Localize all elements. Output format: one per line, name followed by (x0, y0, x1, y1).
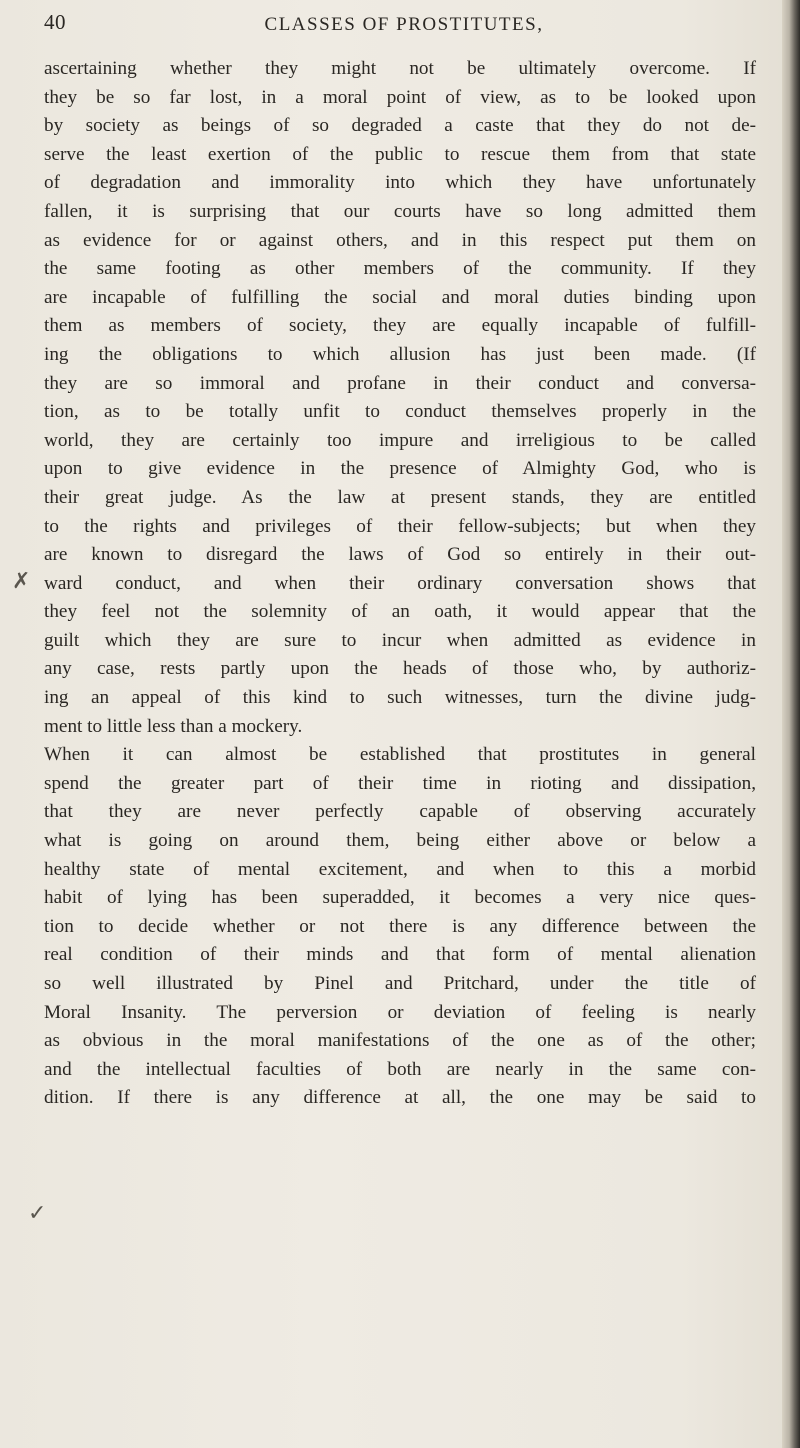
text-line: to the rights and privileges of their fellow-subjects; but when they (44, 515, 756, 537)
text-line: guilt which they are sure to incur when admitted as evidence in (44, 629, 756, 651)
text-line: by society as beings of so degraded a caste that they do not de- (44, 115, 756, 137)
text-line: of degradation and immorality into which they have unfortunately (44, 172, 756, 194)
text-line: what is going on around them, being either above or below a (44, 830, 756, 852)
text-line: they feel not the solemnity of an oath, it would appear that the (44, 601, 756, 623)
text-line: ment to little less than a mockery. (44, 715, 303, 737)
text-line: that they are never perfectly capable of observing accurately (44, 801, 756, 823)
text-line: tion, as to be totally unfit to conduct themselves properly in the (44, 401, 756, 423)
text-line: fallen, it is surprising that our courts have so long admitted them (44, 200, 756, 222)
running-title: CLASSES OF PROSTITUTES, (264, 14, 544, 35)
page-number: 40 (44, 10, 66, 34)
text-line: so well illustrated by Pinel and Pritchard, under the title of (44, 973, 756, 994)
text-line: upon to give evidence in the presence of Almighty God, who is (44, 458, 756, 480)
text-line: the same footing as other members of the community. If they (44, 258, 756, 280)
text-line: When it can almost be established that prostitutes in general (44, 744, 756, 766)
text-line: habit of lying has been superadded, it becomes a very nice ques- (44, 887, 756, 909)
text-line: ascertaining whether they might not be ultimately overcome. If (44, 58, 756, 79)
text-line: tion to decide whether or not there is any difference between the (44, 915, 756, 937)
text-line: are known to disregard the laws of God so entirely in their out- (44, 544, 756, 566)
text-line: their great judge. As the law at present stands, they are entitled (44, 486, 756, 508)
page-edge-shadow (782, 0, 800, 1448)
text-line: ing the obligations to which allusion has just been made. (If (44, 343, 756, 365)
text-line: they be so far lost, in a moral point of view, as to be looked upon (44, 86, 756, 108)
margin-annotation-mark: ✓ (28, 1200, 47, 1225)
running-head (44, 10, 764, 50)
text-line: dition. If there is any difference at all, the one may be said to (44, 1087, 756, 1109)
text-line: real condition of their minds and that form of mental alienation (44, 944, 756, 966)
text-line: healthy state of mental excitement, and when to this a morbid (44, 858, 756, 880)
body-text (44, 55, 756, 1113)
text-line: any case, rests partly upon the heads of those who, by authoriz- (44, 658, 756, 680)
text-line: and the intellectual faculties of both are nearly in the same con- (44, 1058, 756, 1080)
text-line: as obvious in the moral manifestations of the one as of the other; (44, 1030, 756, 1052)
text-line: are incapable of fulfilling the social and moral duties binding upon (44, 286, 756, 308)
text-line: they are so immoral and profane in their conduct and conversa- (44, 372, 756, 394)
margin-annotation-mark: ✗ (12, 568, 31, 593)
text-line: ward conduct, and when their ordinary conversation shows that (44, 572, 756, 594)
text-line: ing an appeal of this kind to such witnesses, turn the divine judg- (44, 687, 756, 709)
text-line: as evidence for or against others, and in this respect put them on (44, 229, 756, 251)
text-line: spend the greater part of their time in rioting and dissipation, (44, 772, 756, 794)
text-line: serve the least exertion of the public to rescue them from that state (44, 143, 756, 165)
text-line: Moral Insanity. The perversion or deviation of feeling is nearly (44, 1001, 756, 1023)
text-line: world, they are certainly too impure and irreligious to be called (44, 429, 756, 451)
text-line: them as members of society, they are equally incapable of fulfill- (44, 315, 756, 337)
